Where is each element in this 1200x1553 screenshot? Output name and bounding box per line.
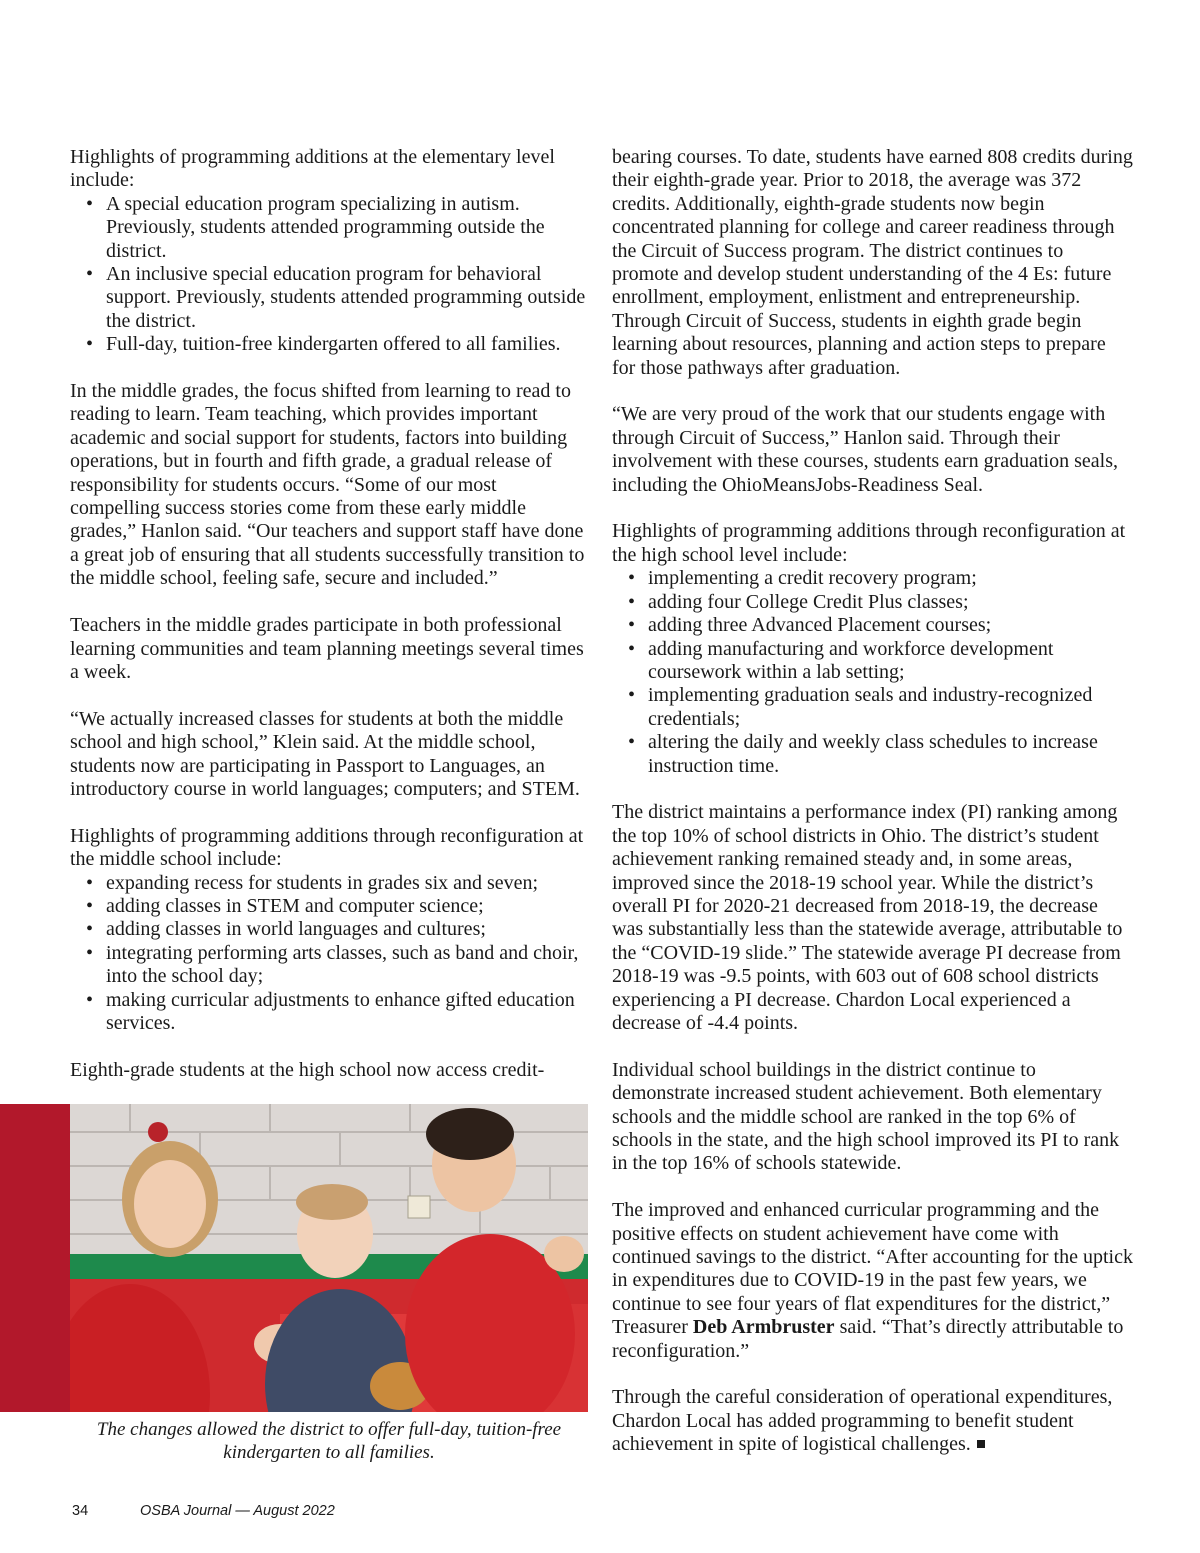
journal-name: OSBA Journal — August 2022: [140, 1503, 335, 1519]
eighth-grade-paragraph: Eighth-grade students at the high school now access credit-: [70, 1058, 545, 1081]
school-buildings-paragraph: Individual school buildings in the district continue to demonstrate increased student achievement. Both elementary schools and the middle school are ranked in the top 6% of schools in the state, and the high school improved its PI to rank in the top 16% of schools statewide.: [612, 1058, 1120, 1175]
treasurer-quote-paragraph: [612, 1199, 1134, 1363]
treasurer-text-before: The improved and enhanced curricular programming and the positive effects on student achievement have come with continued savings to the district. “After accounting for the uptick in expenditures due to COVID-19 in the past few years, we continue to see four years of flat expenditures for the district,” Treasurer: [612, 1199, 1133, 1339]
page-number: 34: [72, 1503, 89, 1519]
photo-illustration: [70, 1104, 588, 1412]
teachers-paragraph: Teachers in the middle grades participate in both professional learning communities and team planning meetings several times a week.: [70, 614, 584, 683]
list-item: • A special education program specializing in autism. Previously, students attended programming outside the district.: [106, 193, 590, 263]
treasurer-name: Deb Armbruster: [692, 1316, 835, 1339]
list-item: • adding classes in world languages and cultures;: [106, 918, 590, 941]
credit-bearing-paragraph: bearing courses. To date, students have earned 808 credits during their eighth-grade year. Prior to 2018, the average was 372 credits. Additionally, eighth-grade students now begin concentrated planning for college and career readiness through the Circuit of Success program. The district continues to promote and develop student understanding of the 4 Es: future enrollment, employment, enlistment and entrepreneurship. Through Circuit of Success, students in eighth grade begin learning about resources, planning and action steps to prepare for those pathways after graduation.: [612, 146, 1133, 379]
kindergarten-photo: [70, 1104, 588, 1412]
closing-paragraph: [612, 1386, 1134, 1456]
high-school-intro: Highlights of programming additions through reconfiguration at the high school level include:: [612, 520, 1126, 566]
closing-text: Through the careful consideration of operational expenditures, Chardon Local has added programming to benefit student achievement in spite of logistical challenges.: [612, 1386, 1113, 1456]
page-footer: [72, 1503, 335, 1519]
list-item: • implementing graduation seals and industry-recognized credentials;: [648, 684, 1134, 731]
middle-school-intro: Highlights of programming additions through reconfiguration at the middle school include:: [70, 824, 584, 871]
list-item: • making curricular adjustments to enhance gifted education services.: [106, 989, 590, 1036]
list-item: • altering the daily and weekly class schedules to increase instruction time.: [648, 731, 1134, 778]
list-item: • adding four College Credit Plus classes;: [648, 591, 1134, 614]
hanlon-quote-paragraph: “We are very proud of the work that our students engage with through Circuit of Success,” Hanlon said. Through their involvement with these courses, students earn graduation seals, including the OhioMeansJobs-Readiness Seal.: [612, 403, 1118, 496]
photo-caption: The changes allowed the district to offer full-day, tuition-free kindergarten to all families.: [96, 1419, 562, 1463]
list-item: • An inclusive special education program for behavioral support. Previously, students attended programming outside the district.: [106, 263, 590, 333]
high-school-bullet-list: [612, 567, 1134, 778]
treasurer-text-after: said. “That’s directly attributable to reconfiguration.”: [612, 1316, 1124, 1362]
list-item: • expanding recess for students in grades six and seven;: [106, 872, 590, 895]
list-item: • implementing a credit recovery program;: [648, 567, 1134, 590]
list-item: • adding manufacturing and workforce development coursework within a lab setting;: [648, 638, 1134, 685]
list-item: • adding classes in STEM and computer science;: [106, 895, 590, 918]
middle-grades-paragraph: In the middle grades, the focus shifted from learning to read to reading to learn. Team teaching, which provides important academic and social support for students, factors into building operations, but in fourth and fifth grade, a gradual release of responsibility for students occurs. “Some of our most compelling success stories come from these early middle grades,” Hanlon said. “Our teachers and support staff have done a great job of ensuring that all students successfully transition to the middle school, feeling safe, secure and included.”: [70, 380, 585, 590]
list-item: • integrating performing arts classes, such as band and choir, into the school day;: [106, 942, 590, 989]
right-column: [612, 146, 1134, 1457]
left-column: [70, 146, 590, 1082]
performance-index-paragraph: The district maintains a performance index (PI) ranking among the top 10% of school districts in Ohio. The district’s student achievement ranking remained steady and, in some areas, improved since the 2018-19 school year. While the district’s overall PI for 2020-21 decreased from 2018-19, the decrease was substantially less than the statewide average, attributable to the “COVID-19 slide.” The statewide average PI decrease from 2018-19 was -9.5 points, with 603 out of 608 school districts experiencing a PI decrease. Chardon Local experienced a decrease of -4.4 points.: [612, 801, 1123, 1034]
klein-quote-paragraph: “We actually increased classes for students at both the middle school and high school,” Klein said. At the middle school, students now are participating in Passport to Languages, an introductory course in world languages; computers; and STEM.: [70, 707, 580, 800]
end-of-article-mark: [977, 1440, 985, 1448]
elementary-intro: Highlights of programming additions at the elementary level include:: [70, 146, 555, 192]
list-item: • adding three Advanced Placement courses;: [648, 614, 1134, 637]
middle-school-bullet-list: [70, 872, 590, 1036]
list-item: • Full-day, tuition-free kindergarten offered to all families.: [106, 333, 590, 356]
elementary-bullet-list: [70, 193, 590, 357]
red-accent-bar: [0, 1104, 70, 1412]
